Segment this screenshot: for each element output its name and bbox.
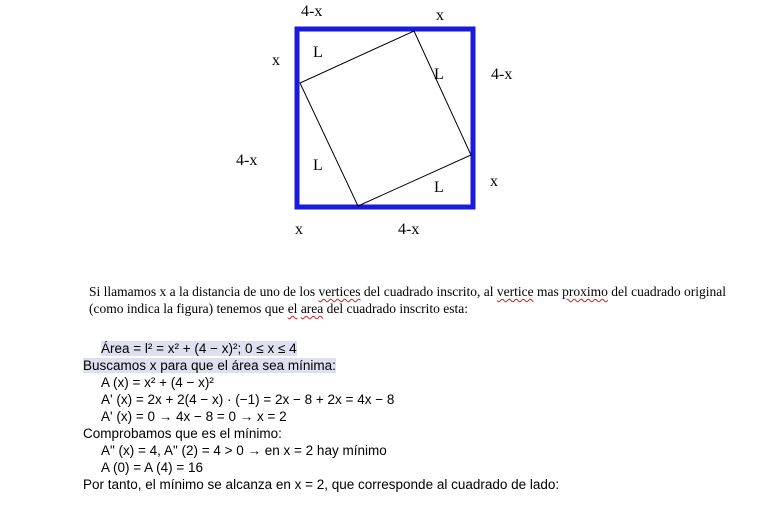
- math-line: Comprobamos que es el mínimo:: [83, 426, 282, 441]
- area-formula: Área = l² = x² + (4 − x)²; 0 ≤ x ≤ 4: [101, 341, 297, 356]
- label-L-bottom-left: L: [313, 157, 323, 174]
- label-right-bottom: x: [490, 173, 498, 190]
- math-line: A' (x) = 0 → 4x − 8 = 0 → x = 2: [101, 409, 287, 424]
- math-solution: [83, 340, 643, 493]
- math-line: A (0) = A (4) = 16: [101, 460, 204, 475]
- misspelled-word: vertices: [318, 284, 361, 299]
- label-bottom-right: 4-x: [398, 221, 420, 238]
- misspelled-word: area: [300, 301, 324, 316]
- math-line: Por tanto, el mínimo se alcanza en x = 2, que corresponde al cuadrado de lado:: [83, 477, 560, 492]
- label-L-top-left: L: [313, 44, 323, 61]
- label-left-bottom: 4-x: [236, 152, 258, 169]
- math-line: A (x) = x² + (4 − x)²: [101, 375, 214, 390]
- misspelled-word: proximo: [562, 284, 608, 299]
- math-line: Buscamos x para que el área sea mínima:: [83, 358, 336, 373]
- explanation-paragraph: Si llamamos x a la distancia de uno de los vertices del cuadrado inscrito, al vertice mas proximo del cuadrado original (como indica la figura) tenemos que el area del cuadrado inscrito esta:: [89, 284, 726, 316]
- outer-square: [297, 29, 473, 207]
- label-bottom-left: x: [295, 221, 303, 238]
- label-L-bottom-right: L: [434, 179, 444, 196]
- label-L-top-right: L: [434, 66, 444, 83]
- math-line: A" (x) = 4, A" (2) = 4 > 0 → en x = 2 hay mínimo: [101, 443, 387, 458]
- label-top-left: 4-x: [301, 3, 323, 20]
- label-left-top: x: [272, 52, 280, 69]
- inscribed-square: [300, 31, 471, 206]
- label-right-top: 4-x: [491, 66, 513, 83]
- misspelled-word: vertice: [496, 284, 534, 299]
- misspelled-word: el: [287, 301, 298, 316]
- label-top-right: x: [436, 7, 444, 24]
- math-line: A' (x) = 2x + 2(4 − x) · (−1) = 2x − 8 + 2x = 4x − 8: [101, 392, 395, 407]
